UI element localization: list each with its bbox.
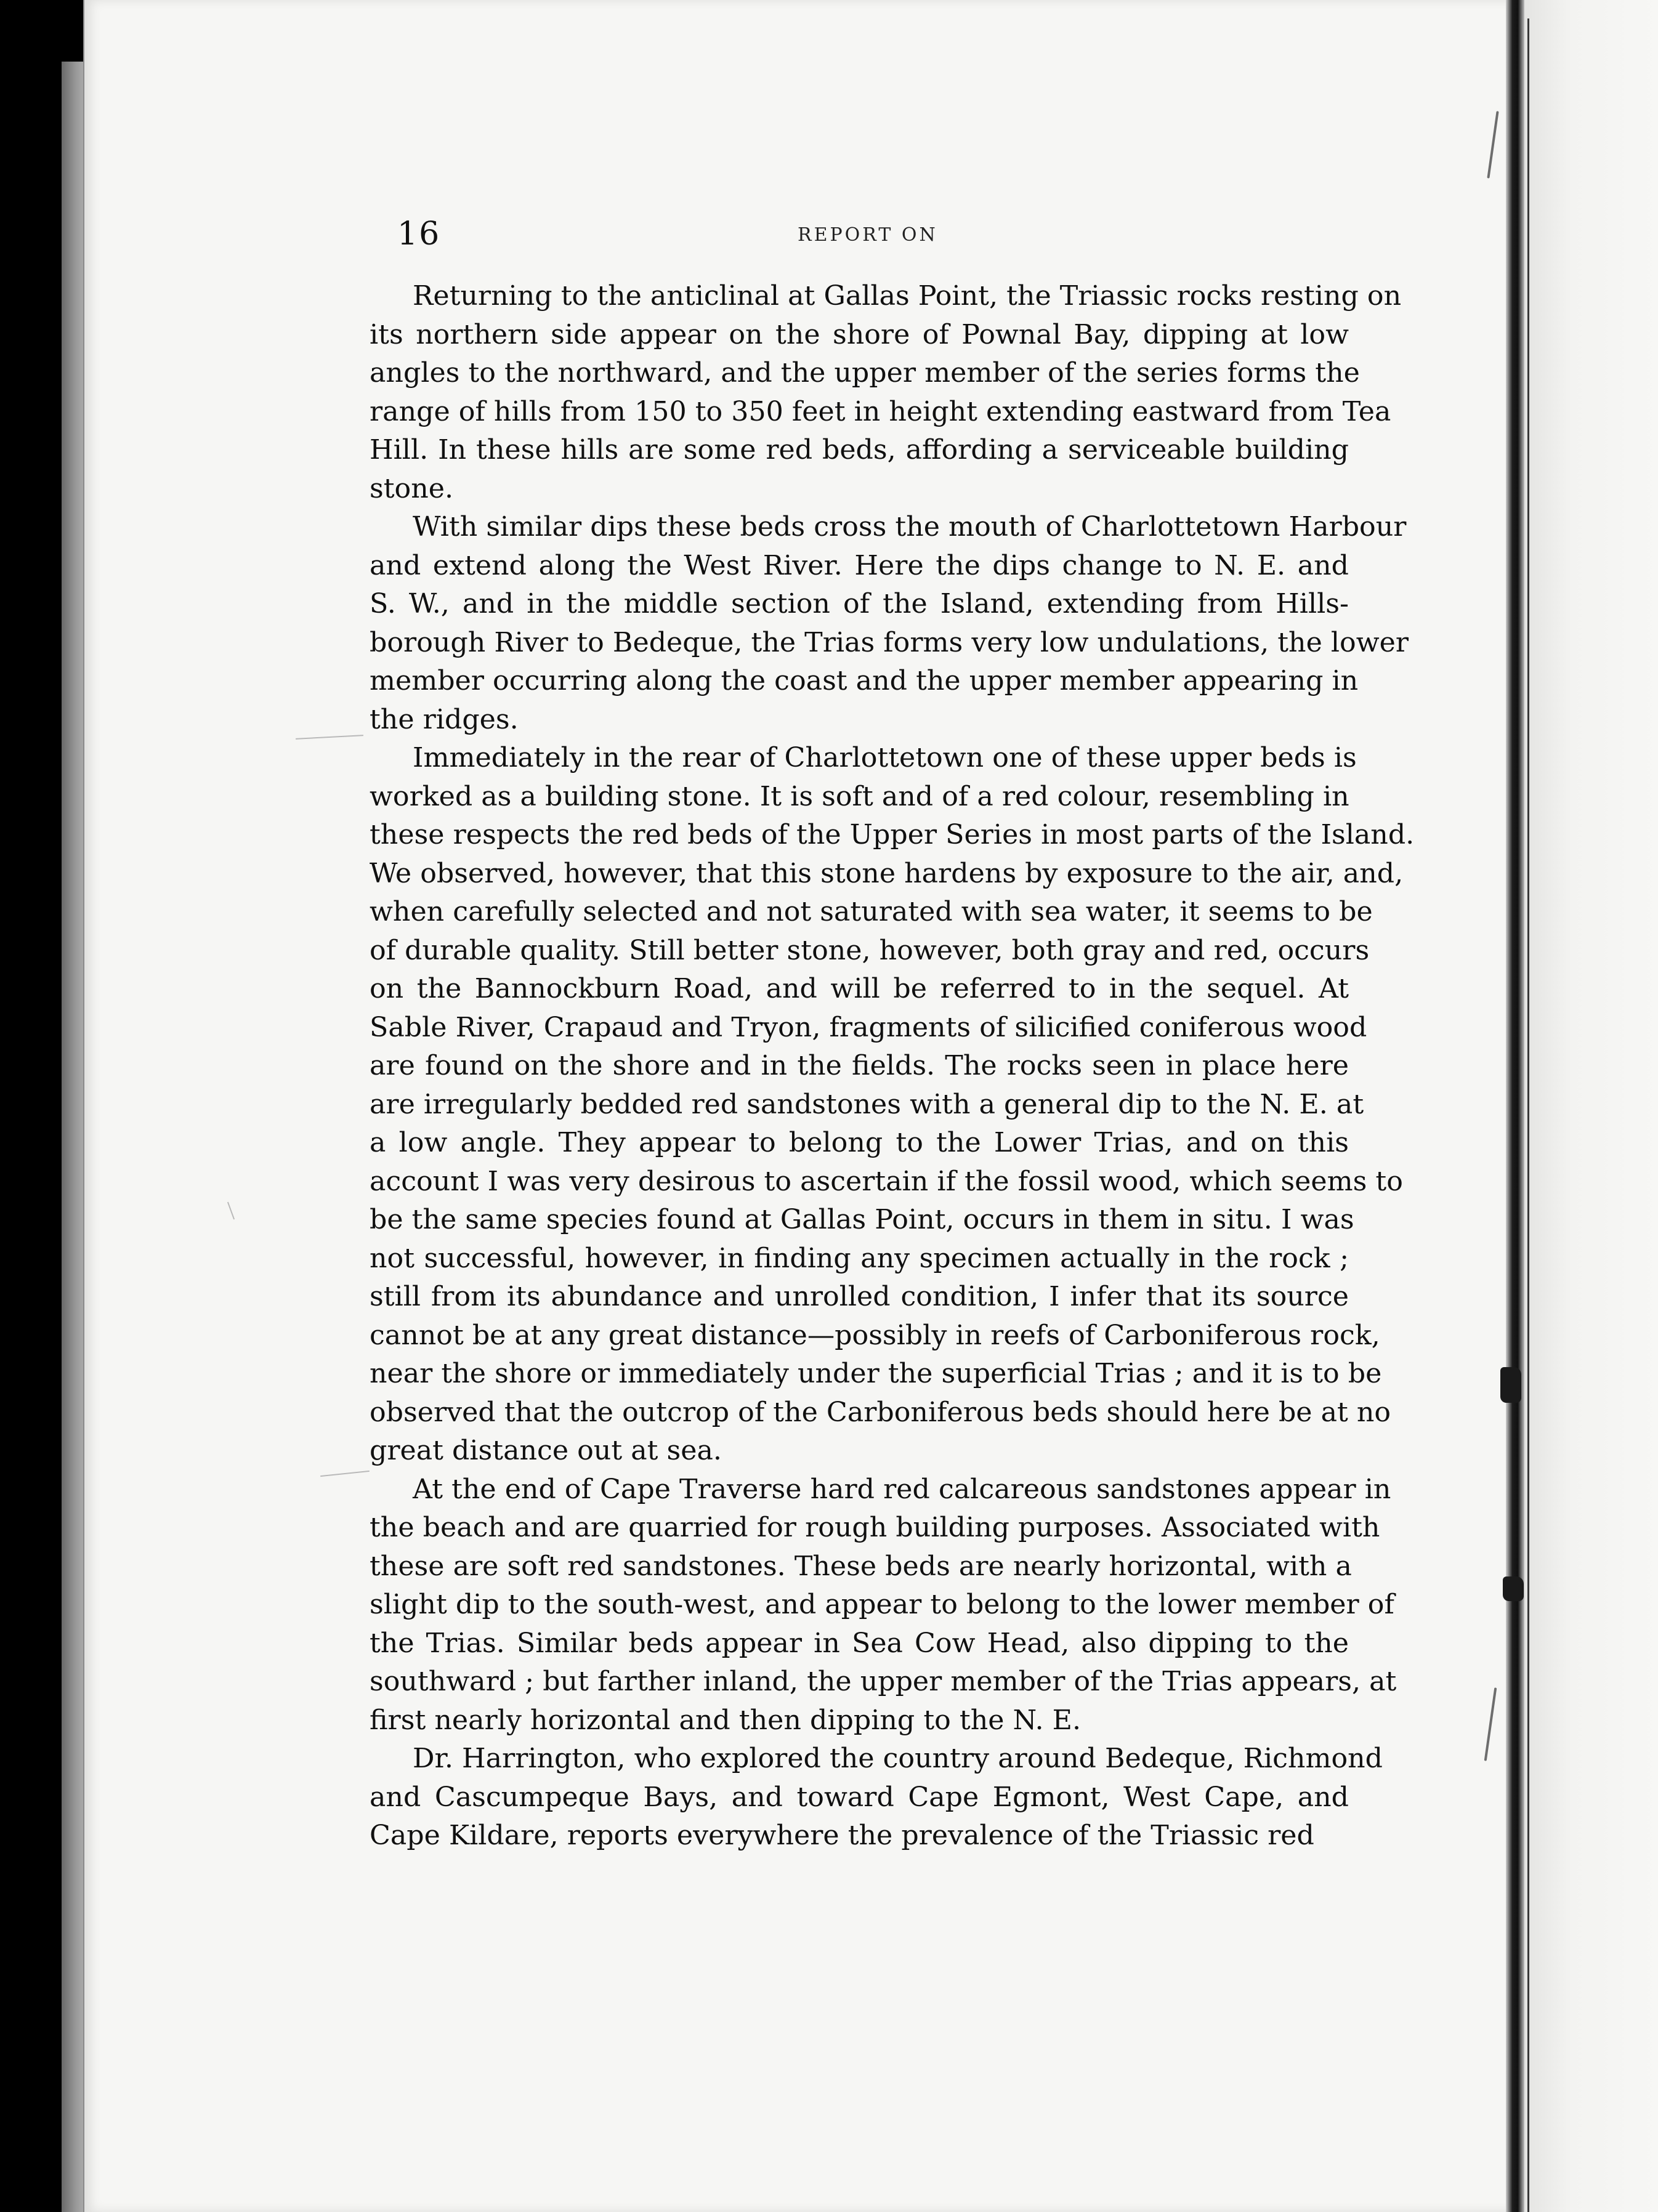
paragraph [370, 277, 1402, 508]
text-line: its northern side appear on the shore of Pownal Bay, dipping at low [370, 318, 1349, 350]
page-header [397, 216, 1346, 252]
text-line: the beach and are quarried for rough building purposes. Associated with [370, 1512, 1380, 1543]
text-line: the Trias. Similar beds appear in Sea Cow Head, also dipping to the [370, 1627, 1349, 1659]
text-line: At the end of Cape Traverse hard red calcareous sandstones appear in [413, 1473, 1391, 1505]
paragraph [370, 1740, 1383, 1855]
text-line: cannot be at any great distance—possibly in reefs of Carboniferous rock, [370, 1319, 1380, 1351]
facing-page-border [1527, 18, 1529, 2212]
text-line: southward ; but farther inland, the upper member of the Trias appears, at [370, 1666, 1397, 1697]
text-line: observed that the outcrop of the Carboniferous beds should here be at no [370, 1396, 1391, 1428]
text-line: great distance out at sea. [370, 1435, 722, 1466]
text-line: first nearly horizontal and then dipping to the N. E. [370, 1704, 1082, 1736]
text-line: range of hills from 150 to 350 feet in height extending eastward from Tea [370, 395, 1391, 427]
text-line: on the Bannockburn Road, and will be referred to in the sequel. At [370, 973, 1349, 1004]
page-number: 16 [397, 216, 441, 252]
text-line: a low angle. They appear to belong to the Lower Trias, and on this [370, 1127, 1349, 1158]
text-line: stone. [370, 472, 454, 504]
binding-stitch [1500, 1367, 1521, 1403]
text-line: are found on the shore and in the fields. The rocks seen in place here [370, 1050, 1349, 1081]
text-line: and extend along the West River. Here the dips change to N. E. and [370, 549, 1349, 581]
text-line: the ridges. [370, 703, 519, 735]
book-binding-gutter [1506, 0, 1524, 2212]
paragraph [370, 508, 1409, 739]
paragraph [370, 1471, 1397, 1740]
text-line: worked as a building stone. It is soft and of a red colour, resembling in [370, 780, 1349, 812]
text-line: slight dip to the south-west, and appear to belong to the lower member of [370, 1589, 1394, 1620]
text-line: are irregularly bedded red sandstones with a general dip to the N. E. at [370, 1088, 1364, 1120]
paragraph [370, 739, 1415, 1471]
text-line: Dr. Harrington, who explored the country around Bedeque, Richmond [413, 1743, 1383, 1774]
text-line: angles to the northward, and the upper member of the series forms the [370, 357, 1360, 389]
text-line: be the same species found at Gallas Point, occurs in them in situ. I was [370, 1204, 1354, 1235]
body-text [370, 277, 1415, 1855]
text-line: when carefully selected and not saturated with sea water, it seems to be [370, 896, 1373, 927]
text-line: these respects the red beds of the Upper Series in most parts of the Island. [370, 819, 1415, 850]
text-line: of durable quality. Still better stone, however, both gray and red, occurs [370, 934, 1370, 966]
text-line: Returning to the anticlinal at Gallas Point, the Triassic rocks resting on [413, 280, 1402, 312]
text-line: not successful, however, in finding any specimen actually in the rock ; [370, 1242, 1349, 1274]
text-line: Hill. In these hills are some red beds, affording a serviceable building [370, 434, 1349, 466]
text-line: We observed, however, that this stone hardens by exposure to the air, and, [370, 857, 1404, 889]
text-line: near the shore or immediately under the superficial Trias ; and it is to be [370, 1358, 1382, 1389]
text-line: and Cascumpeque Bays, and toward Cape Egmont, West Cape, and [370, 1781, 1349, 1813]
text-line: Immediately in the rear of Charlottetown one of these upper beds is [413, 742, 1357, 773]
text-line: still from its abundance and unrolled condition, I infer that its source [370, 1281, 1349, 1312]
text-line: Sable River, Crapaud and Tryon, fragments of silicified coniferous wood [370, 1011, 1367, 1043]
running-head: REPORT ON [798, 224, 938, 246]
text-line: Cape Kildare, reports everywhere the prevalence of the Triassic red [370, 1820, 1314, 1851]
text-line: account I was very desirous to ascertain if the fossil wood, which seems to [370, 1165, 1403, 1197]
facing-page-edge [1524, 0, 1658, 2212]
text-line: these are soft red sandstones. These beds are nearly horizontal, with a [370, 1550, 1352, 1582]
text-line: With similar dips these beds cross the mouth of Charlottetown Harbour [413, 511, 1407, 543]
text-line: member occurring along the coast and the upper member appearing in [370, 665, 1359, 696]
binding-stitch [1503, 1576, 1524, 1601]
text-line: borough River to Bedeque, the Trias forms very low undulations, the lower [370, 626, 1409, 658]
text-line: S. W., and in the middle section of the Island, extending from Hills- [370, 588, 1349, 620]
